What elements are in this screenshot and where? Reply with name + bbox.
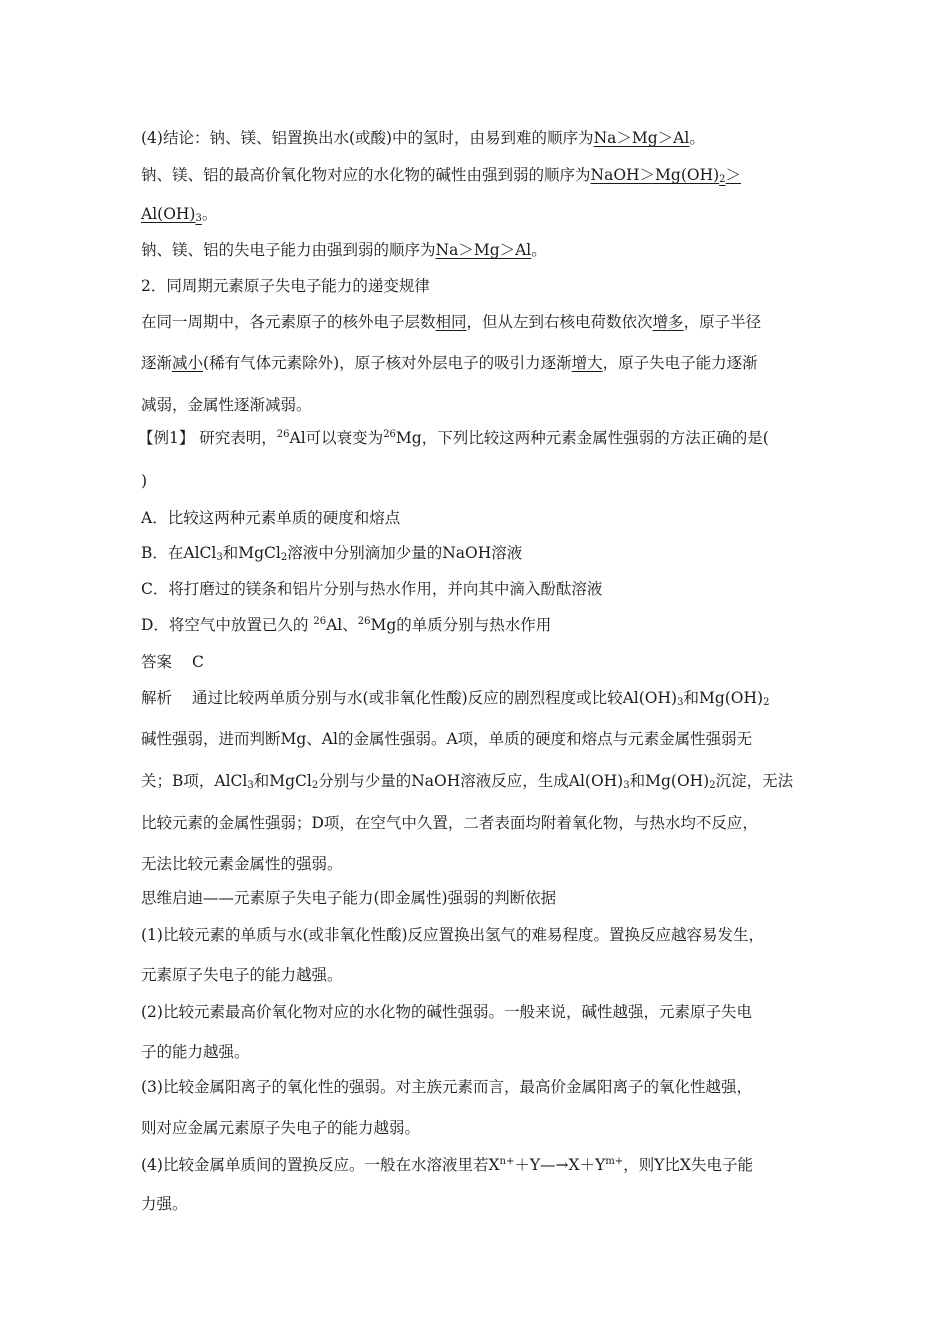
underlined-answer: 相同 (435, 313, 467, 331)
text-run: 和MgCl (222, 544, 281, 562)
text-line (141, 312, 761, 332)
subscript: 2 (280, 552, 288, 563)
text-line (141, 128, 705, 148)
text-run: 钠、镁、铝的最高价氧化物对应的水化物的碱性由强到弱的顺序为 (141, 166, 591, 184)
text-run: 子的能力越强。 (141, 1043, 250, 1061)
text-run: A．比较这两种元素单质的硬度和熔点 (141, 509, 401, 527)
subscript: 2 (763, 697, 770, 708)
text-line (141, 965, 343, 985)
text-run: Mg，下列比较这两种元素金属性强弱的方法正确的是( (395, 429, 769, 447)
underlined-answer: 2 (719, 174, 726, 185)
text-run: Al、 (326, 616, 358, 634)
text-run: 解析 (141, 689, 173, 707)
text-run: 在同一周期中，各元素原子的核外电子层数 (141, 313, 436, 331)
text-run: 。 (201, 205, 218, 223)
text-run: B．在AlCl (141, 544, 217, 562)
text-run: 答案 (141, 653, 173, 671)
option-b (141, 543, 522, 563)
text-line (141, 1155, 753, 1175)
text-run: ) (141, 472, 148, 490)
text-run: 。 (689, 129, 705, 147)
text-run: (1)比较元素的单质与水(或非氧化性酸)反应置换出氢气的难易程度。置换反应越容易发生， (141, 926, 765, 944)
text-line (141, 353, 758, 373)
underlined-answer: 3 (195, 213, 202, 224)
text-run: 和Mg(OH) (683, 689, 764, 707)
text-run: ＋Y—→X＋Y (514, 1156, 606, 1174)
text-run: 沉淀，无法 (715, 772, 794, 790)
text-run: 碱性强弱，进而判断Mg、Al的金属性强弱。A项，单质的硬度和熔点与元素金属性强弱无 (141, 730, 753, 748)
text-run: 和MgCl (253, 772, 312, 790)
subscript: 2 (311, 780, 319, 791)
text-run: (4)结论：钠、镁、铝置换出水(或酸)中的氢时，由易到难的顺序为 (141, 129, 594, 147)
answer-line (141, 652, 204, 672)
option-a (141, 508, 400, 528)
text-run: (4)比较金属单质间的置换反应。一般在水溶液里若X (141, 1156, 500, 1174)
text-run: C．将打磨过的镁条和铝片分别与热水作用，并向其中滴入酚酞溶液 (141, 580, 603, 598)
subscript: 3 (216, 552, 223, 563)
text-line (141, 395, 312, 415)
superscript: 26 (357, 616, 371, 627)
superscript: m+ (605, 1156, 624, 1167)
text-run: 无法比较元素金属性的强弱。 (141, 855, 343, 873)
text-run: D．将空气中放置已久的 (141, 616, 314, 634)
text-run: 。 (531, 241, 547, 259)
text-run: 关；B项，AlCl (141, 772, 248, 790)
text-run: 分别与少量的NaOH溶液反应，生成Al(OH) (318, 772, 624, 790)
superscript: 26 (276, 429, 290, 440)
underlined-answer: Al(OH) (141, 205, 196, 223)
text-run: 溶液中分别滴加少量的NaOH溶液 (287, 544, 523, 562)
text-run: (稀有气体元素除外)，原子核对外层电子的吸引力逐渐 (203, 354, 572, 372)
underlined-answer: NaOH＞Mg(OH) (590, 166, 720, 184)
text-run: 钠、镁、铝的失电子能力由强到弱的顺序为 (141, 241, 436, 259)
text-run: 思维启迪——元素原子失电子能力(即金属性)强弱的判断依据 (141, 889, 557, 907)
text-line (141, 729, 752, 749)
text-line (141, 813, 758, 833)
underlined-answer: Na＞Mg＞Al (593, 129, 690, 147)
text-run: 逐渐 (141, 354, 173, 372)
subscript: 3 (623, 780, 630, 791)
underlined-answer: 增多 (652, 313, 684, 331)
text-line (141, 204, 217, 224)
text-run: (2)比较元素最高价氧化物对应的水化物的碱性强弱。一般来说，碱性越强，元素原子失电 (141, 1003, 752, 1021)
subscript: 3 (247, 780, 254, 791)
underlined-answer: Na＞Mg＞Al (435, 241, 532, 259)
text-line (141, 240, 547, 260)
subscript: 3 (677, 697, 684, 708)
text-run: ，原子半径 (683, 313, 762, 331)
superscript: 26 (383, 429, 396, 440)
text-run: 和Mg(OH) (629, 772, 710, 790)
text-run: Al可以衰变为 (289, 429, 384, 447)
text-line (141, 771, 793, 791)
text-line (141, 854, 343, 874)
text-line (141, 1002, 752, 1022)
text-run: Mg的单质分别与热水作用 (370, 616, 552, 634)
text-run: 元素原子失电子的能力越强。 (141, 966, 343, 984)
text-run: 【例1】 研究表明， (138, 429, 277, 447)
superscript: n+ (499, 1156, 515, 1167)
text-run: 力强。 (141, 1195, 188, 1213)
option-c (141, 579, 602, 599)
text-run: 通过比较两单质分别与水(或非氧化性酸)反应的剧烈程度或比较Al(OH) (192, 689, 678, 707)
text-line (141, 1118, 420, 1138)
underlined-answer: ＞ (725, 166, 742, 184)
subscript: 2 (709, 780, 716, 791)
text-line (141, 165, 741, 185)
example-question (138, 428, 769, 448)
option-d (141, 615, 551, 635)
text-line (141, 1042, 250, 1062)
text-run: 比较元素的金属性强弱；D项，在空气中久置，二者表面均附着氧化物，与热水均不反应， (141, 814, 758, 832)
text-run: 2．同周期元素原子失电子能力的递变规律 (141, 277, 430, 295)
text-run: C (192, 653, 204, 671)
text-run: 则对应金属元素原子失电子的能力越弱。 (141, 1119, 421, 1137)
underlined-answer: 减小 (172, 354, 204, 372)
section-heading (141, 276, 430, 296)
text-run: ，则Y比X失电子能 (623, 1156, 753, 1174)
text-line (141, 471, 147, 491)
section-heading (141, 888, 556, 908)
text-run: ，原子失电子能力逐渐 (602, 354, 758, 372)
text-run: (3)比较金属阳离子的氧化性的强弱。对主族元素而言，最高价金属阳离子的氧化性越强， (141, 1078, 752, 1096)
text-run: 减弱，金属性逐渐减弱。 (141, 396, 312, 414)
analysis-line (141, 688, 769, 708)
text-line (141, 1077, 752, 1097)
underlined-answer: 增大 (571, 354, 603, 372)
text-line (141, 925, 764, 945)
superscript: 26 (313, 616, 327, 627)
text-line (141, 1194, 188, 1214)
text-run: ，但从左到右核电荷数依次 (466, 313, 653, 331)
